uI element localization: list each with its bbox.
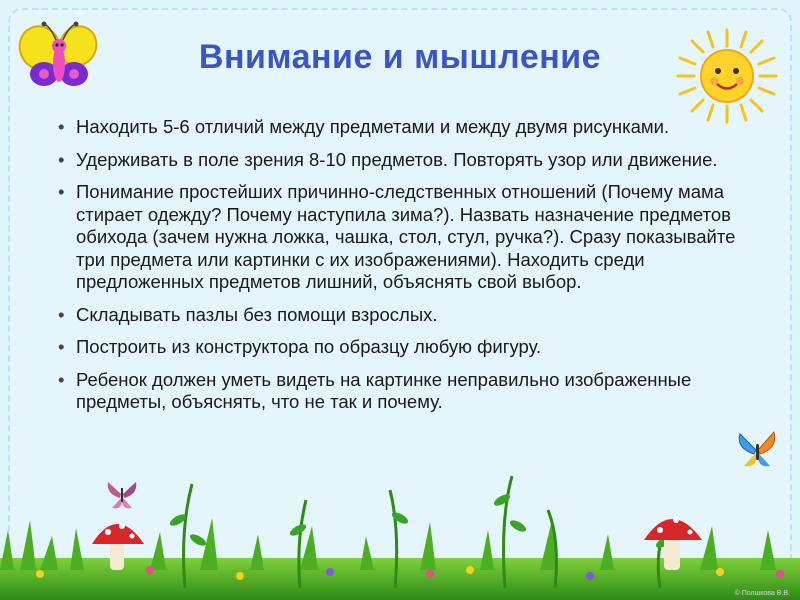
credit-text: © Полшкова В.В. (734, 590, 790, 597)
bullet-text: Находить 5-6 отличий между предметами и между двумя рисунками. (76, 116, 670, 137)
bullet-marker: • (58, 148, 65, 170)
bullet-text: Складывать пазлы без помощи взрослых. (76, 303, 438, 325)
bullet-marker: • (58, 336, 65, 357)
bullet-list (58, 116, 742, 424)
bullet-item (58, 181, 742, 294)
bullet-marker: • (58, 368, 65, 390)
bullet-text: Понимание простейших причинно-следственных отношений (Почему мама стирает одежду? Почему наступила зима?). Назвать назначение предметов обихода (зачем нужна ложка, чашка, стол, стул, ручка?). Сразу показывайте три предмета или картинки с их изображениями). Находить среди предложенных предметов лишний, объяснять свой выбор. (76, 181, 736, 292)
bullet-item (58, 303, 742, 327)
bullet-text: Удерживать в поле зрения 8-10 предметов. Повторять узор или движение. (76, 148, 718, 170)
slide-title: Внимание и мышление (198, 38, 602, 76)
bullet-item (58, 336, 742, 359)
bullet-item (58, 368, 742, 414)
bullet-marker: • (58, 116, 65, 137)
bullet-text: Ребенок должен уметь видеть на картинке неправильно изображенные предметы, объяснять, что не так и почему. (76, 368, 692, 412)
bullet-item (58, 116, 742, 139)
bullet-text: Построить из конструктора по образцу любую фигуру. (76, 336, 542, 357)
meadow-illustration (0, 470, 800, 600)
bullet-marker: • (58, 181, 65, 202)
bullet-marker: • (58, 303, 65, 325)
bullet-item (58, 148, 742, 172)
small-butterfly-illustration (734, 430, 780, 472)
